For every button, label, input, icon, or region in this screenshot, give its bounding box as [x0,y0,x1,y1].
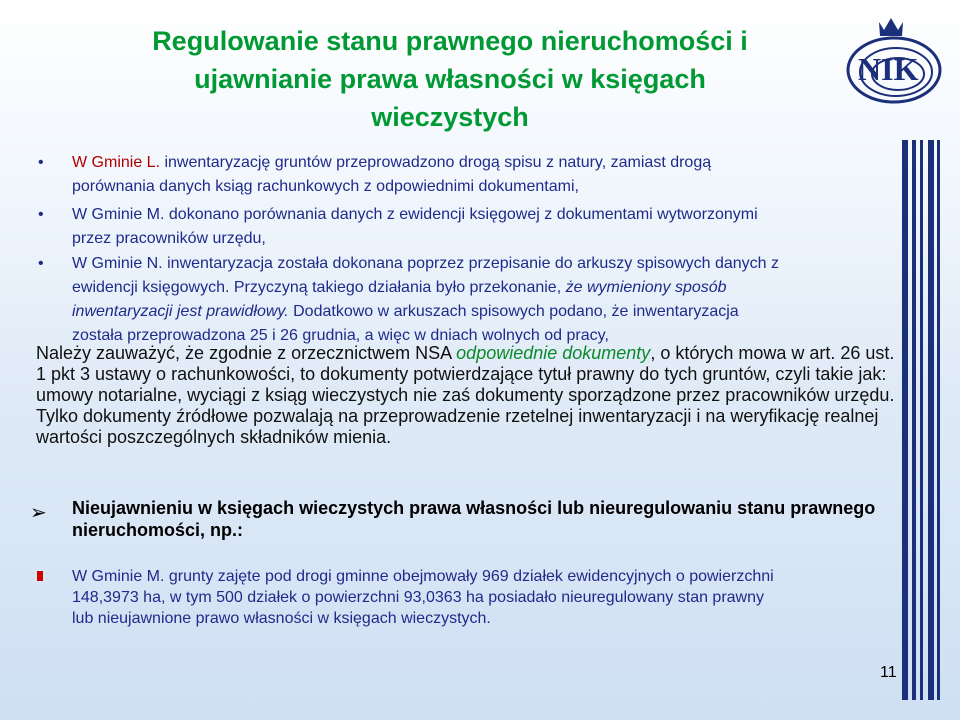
slide-title [60,22,840,136]
gmina-l-label: W Gminie L. [72,154,161,171]
gmina-m-text [72,566,902,629]
bullet-1-line-2: porównania danych ksiąg rachunkowych z odpowiednimi dokumentami, [72,178,579,195]
nsa-paragraph: Należy zauważyć, że zgodnie z orzecznictwem NSA odpowiednie dokumenty, o których mowa w art. 26 ust. 1 pkt 3 ustawy o rachunkowości, to dokumenty potwierdzające tytuł prawny do tych gruntów, czyli takie jak: umowy notarialne, wyciągi z ksiąg wieczystych nie zaś dokumenty sporządzone przez pracowników urzędu. Tylko dokumenty źródłowe pozwalają na przeprowadzenie rzetelnej inwentaryzacji i na weryfikację realnej wartości poszczególnych składników mienia. [36,343,895,447]
bullet-2-text [72,203,897,251]
bullet-3-line-2: ewidencji księgowych. Przyczyną takiego działania było przekonanie, [72,279,562,296]
title-line-3: wieczystych [371,102,529,132]
bullet-marker-2: • [38,206,44,223]
bullet-3-line-1: W Gminie N. inwentaryzacja została dokonana poprzez przepisanie do arkuszy spisowych danych z [72,255,780,272]
nsa-emphasis: odpowiednie dokumenty [456,343,651,363]
bullet-3-emph-b: inwentaryzacji jest prawidłowy. [72,303,289,320]
title-line-2: ujawnianie prawa własności w księgach [194,64,706,94]
title-line-1: Regulowanie stanu prawnego nieruchomości i [152,26,748,56]
bullet-2-line-2: przez pracowników urzędu, [72,230,266,247]
bullet-1-text [72,151,897,199]
bullet-3-line-3: Dodatkowo w arkuszach spisowych podano, że inwentaryzacja [288,303,739,320]
bullet-marker-1: • [38,154,44,171]
bullet-3-line-4: została przeprowadzona 25 i 26 grudnia, a więc w dniach wolnych od pracy, [72,327,609,344]
page-number: 11 [880,664,897,681]
bullet-1-line-1: inwentaryzację gruntów przeprowadzono drogą spisu z natury, zamiast drogą [164,154,712,171]
square-bullet-icon [37,571,43,581]
section-heading: Nieujawnieniu w księgach wieczystych prawa własności lub nieuregulowaniu stanu prawnego nieruchomości, np.: [72,498,876,540]
logo-crown-icon [879,18,903,36]
arrow-bullet-icon: ➢ [30,502,47,524]
gmina-m-line-3: lub nieujawnione prawo własności w księgach wieczystych. [72,610,491,627]
bullet-3-emph-a: że wymieniony sposób [565,279,727,296]
decorative-vertical-bars [900,140,940,680]
gmina-m-line-2: 148,3973 ha, w tym 500 działek o powierzchni 93,0363 ha posiadało nieuregulowany stan prawny [72,589,765,606]
gmina-m-line-1: W Gminie M. grunty zajęte pod drogi gminne obejmowały 969 działek ewidencyjnych o powierzchni [72,568,774,585]
logo-text: NIK [858,51,919,87]
bullet-2-line-1: W Gminie M. dokonano porównania danych z ewidencji księgowej z dokumentami wytworzonymi [72,206,758,223]
bullet-3-text [72,252,897,348]
nik-logo [836,14,946,110]
bullet-marker-3: • [38,255,44,272]
